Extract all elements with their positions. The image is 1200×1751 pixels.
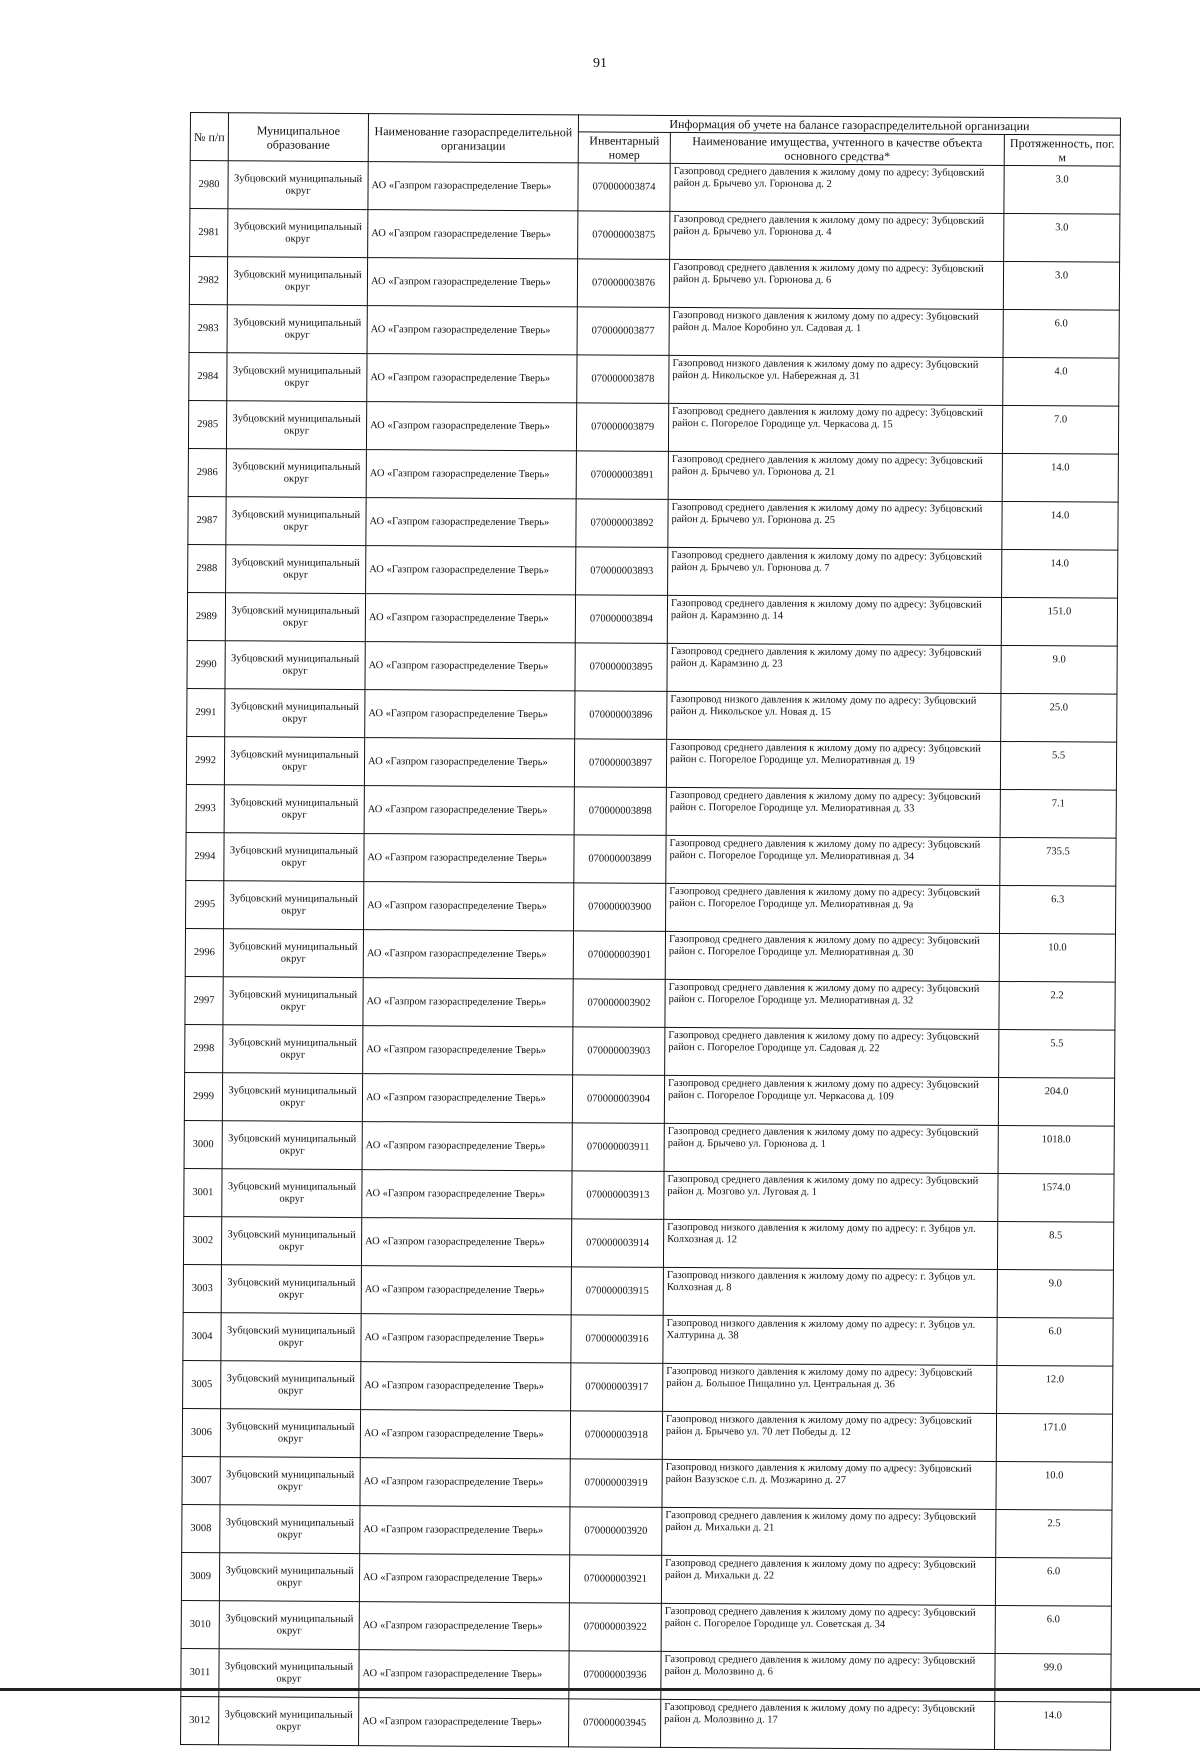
cell-inventory-number: 070000003904	[572, 1075, 664, 1124]
cell-property-name: Газопровод среднего давления к жилому дому по адресу: Зубцовский район д. Брычево ул. Горюнова д. 25	[668, 499, 1002, 549]
table-row	[189, 257, 1119, 311]
cell-length: 25.0	[1001, 693, 1117, 742]
header-num: № п/п	[190, 113, 228, 161]
cell-organization: АО «Газпром газораспределение Тверь»	[367, 354, 577, 403]
bottom-rule	[0, 1688, 1200, 1691]
table-row	[186, 880, 1116, 934]
cell-organization: АО «Газпром газораспределение Тверь»	[364, 834, 574, 883]
cell-length: 99.0	[995, 1653, 1111, 1702]
cell-length: 10.0	[996, 1461, 1112, 1510]
cell-organization: АО «Газпром газораспределение Тверь»	[359, 1554, 569, 1603]
table-row	[186, 832, 1116, 886]
cell-num: 3002	[183, 1216, 221, 1264]
cell-num: 2981	[190, 209, 228, 257]
cell-inventory-number: 070000003916	[571, 1315, 663, 1364]
cell-municipality: Зубцовский муниципальный округ	[227, 353, 367, 402]
cell-length: 14.0	[1002, 453, 1118, 502]
cell-property-name: Газопровод среднего давления к жилому дому по адресу: Зубцовский район д. Карамзино д. 23	[667, 643, 1001, 693]
cell-num: 3010	[181, 1600, 219, 1648]
cell-inventory-number: 070000003922	[569, 1603, 661, 1652]
cell-organization: АО «Газпром газораспределение Тверь»	[365, 690, 575, 739]
cell-organization: АО «Газпром газораспределение Тверь»	[368, 162, 578, 211]
cell-length: 1018.0	[998, 1125, 1114, 1174]
cell-inventory-number: 070000003902	[573, 979, 665, 1028]
cell-organization: АО «Газпром газораспределение Тверь»	[361, 1362, 571, 1411]
cell-num: 3007	[182, 1456, 220, 1504]
cell-organization: АО «Газпром газораспределение Тверь»	[362, 1170, 572, 1219]
cell-inventory-number: 070000003891	[576, 451, 668, 500]
cell-inventory-number: 070000003915	[571, 1267, 663, 1316]
property-table	[180, 112, 1121, 1751]
cell-length: 5.5	[1000, 741, 1116, 790]
cell-inventory-number: 070000003911	[572, 1123, 664, 1172]
cell-property-name: Газопровод среднего давления к жилому дому по адресу: Зубцовский район с. Погорелое Городище ул. Черкасова д. 15	[668, 403, 1002, 453]
cell-num: 2988	[188, 544, 226, 592]
table-row	[183, 1360, 1113, 1414]
cell-inventory-number: 070000003900	[574, 883, 666, 932]
table-row	[185, 1024, 1115, 1078]
cell-length: 9.0	[1001, 645, 1117, 694]
cell-property-name: Газопровод среднего давления к жилому дому по адресу: Зубцовский район д. Брычево ул. Горюнова д. 7	[668, 547, 1002, 597]
cell-inventory-number: 070000003879	[576, 403, 668, 452]
table-row	[187, 688, 1117, 742]
table-row	[189, 352, 1119, 406]
cell-length: 6.0	[995, 1605, 1111, 1654]
cell-inventory-number: 070000003899	[574, 835, 666, 884]
cell-organization: АО «Газпром газораспределение Тверь»	[360, 1458, 570, 1507]
cell-num: 3003	[183, 1264, 221, 1312]
cell-municipality: Зубцовский муниципальный округ	[228, 209, 368, 258]
cell-organization: АО «Газпром газораспределение Тверь»	[359, 1650, 569, 1699]
cell-organization: АО «Газпром газораспределение Тверь»	[365, 594, 575, 643]
table-row	[183, 1216, 1113, 1270]
cell-municipality: Зубцовский муниципальный округ	[226, 401, 366, 450]
table-row	[182, 1456, 1112, 1510]
table-row	[181, 1696, 1111, 1750]
cell-organization: АО «Газпром газораспределение Тверь»	[362, 1074, 572, 1123]
cell-property-name: Газопровод низкого давления к жилому дому по адресу: Зубцовский район д. Никольское ул. Новая д. 15	[667, 691, 1001, 741]
header-property-name: Наименование имущества, учтенного в качестве объекта основного средства*	[670, 132, 1004, 165]
table-row	[181, 1600, 1111, 1654]
cell-length: 10.0	[999, 933, 1115, 982]
cell-organization: АО «Газпром газораспределение Тверь»	[365, 642, 575, 691]
cell-municipality: Зубцовский муниципальный округ	[222, 1169, 362, 1218]
cell-organization: АО «Газпром газораспределение Тверь»	[360, 1410, 570, 1459]
cell-num: 2989	[187, 592, 225, 640]
table-row	[187, 640, 1117, 694]
cell-num: 2980	[190, 161, 228, 209]
cell-length: 735.5	[1000, 837, 1116, 886]
cell-property-name: Газопровод среднего давления к жилому дому по адресу: Зубцовский район д. Брычево ул. Горюнова д. 4	[670, 211, 1004, 261]
cell-inventory-number: 070000003897	[574, 739, 666, 788]
cell-municipality: Зубцовский муниципальный округ	[219, 1601, 359, 1650]
cell-inventory-number: 070000003903	[573, 1027, 665, 1076]
cell-inventory-number: 070000003894	[575, 595, 667, 644]
cell-municipality: Зубцовский муниципальный округ	[223, 977, 363, 1026]
cell-inventory-number: 070000003874	[578, 163, 670, 212]
table-body	[181, 161, 1121, 1751]
cell-inventory-number: 070000003919	[570, 1459, 662, 1508]
cell-municipality: Зубцовский муниципальный округ	[219, 1649, 359, 1698]
cell-inventory-number: 070000003918	[570, 1411, 662, 1460]
cell-num: 2991	[187, 688, 225, 736]
cell-organization: АО «Газпром газораспределение Тверь»	[359, 1698, 569, 1747]
cell-property-name: Газопровод низкого давления к жилому дому по адресу: г. Зубцов ул. Колхозная д. 12	[663, 1219, 997, 1269]
cell-property-name: Газопровод среднего давления к жилому дому по адресу: Зубцовский район с. Погорелое Городище ул. Мелиоративная д. 33	[666, 787, 1000, 837]
cell-property-name: Газопровод среднего давления к жилому дому по адресу: Зубцовский район д. Михальки д. 21	[662, 1507, 996, 1557]
cell-length: 9.0	[997, 1269, 1113, 1318]
cell-municipality: Зубцовский муниципальный округ	[226, 449, 366, 498]
cell-municipality: Зубцовский муниципальный округ	[225, 689, 365, 738]
cell-length: 5.5	[999, 1029, 1115, 1078]
cell-num: 2987	[188, 496, 226, 544]
cell-length: 6.0	[997, 1317, 1113, 1366]
cell-organization: АО «Газпром газораспределение Тверь»	[366, 402, 576, 451]
cell-property-name: Газопровод среднего давления к жилому дому по адресу: Зубцовский район с. Погорелое Городище ул. Мелиоративная д. 34	[666, 835, 1000, 885]
cell-property-name: Газопровод низкого давления к жилому дому по адресу: г. Зубцов ул. Халтурина д. 38	[663, 1315, 997, 1365]
header-length: Протяженность, пог. м	[1004, 134, 1120, 166]
cell-length: 4.0	[1003, 357, 1119, 406]
cell-property-name: Газопровод среднего давления к жилому дому по адресу: Зубцовский район д. Мозгово ул. Луговая д. 1	[664, 1171, 998, 1221]
cell-property-name: Газопровод среднего давления к жилому дому по адресу: Зубцовский район с. Погорелое Городище ул. Черкасова д. 109	[664, 1075, 998, 1125]
cell-num: 2999	[184, 1072, 222, 1120]
cell-length: 204.0	[998, 1077, 1114, 1126]
cell-organization: АО «Газпром газораспределение Тверь»	[361, 1266, 571, 1315]
table-row	[188, 544, 1118, 598]
table-row	[183, 1264, 1113, 1318]
table-row	[188, 448, 1118, 502]
table-row	[190, 209, 1120, 263]
table-row	[188, 400, 1118, 454]
cell-length: 3.0	[1004, 165, 1120, 214]
cell-inventory-number: 070000003877	[577, 307, 669, 356]
cell-inventory-number: 070000003878	[577, 355, 669, 404]
cell-organization: АО «Газпром газораспределение Тверь»	[360, 1506, 570, 1555]
cell-length: 2.5	[996, 1509, 1112, 1558]
cell-num: 2993	[186, 784, 224, 832]
cell-property-name: Газопровод среднего давления к жилому дому по адресу: Зубцовский район д. Брычево ул. Горюнова д. 6	[669, 259, 1003, 309]
cell-municipality: Зубцовский муниципальный округ	[220, 1409, 360, 1458]
table-row	[183, 1312, 1113, 1366]
cell-property-name: Газопровод среднего давления к жилому дому по адресу: Зубцовский район д. Молозвино д. 17	[661, 1699, 995, 1749]
table-row	[184, 1072, 1114, 1126]
cell-organization: АО «Газпром газораспределение Тверь»	[367, 258, 577, 307]
cell-inventory-number: 070000003920	[570, 1507, 662, 1556]
cell-length: 14.0	[1002, 501, 1118, 550]
cell-municipality: Зубцовский муниципальный округ	[224, 737, 364, 786]
cell-organization: АО «Газпром газораспределение Тверь»	[363, 930, 573, 979]
table-row	[186, 784, 1116, 838]
cell-organization: АО «Газпром газораспределение Тверь»	[366, 498, 576, 547]
cell-property-name: Газопровод среднего давления к жилому дому по адресу: Зубцовский район с. Погорелое Городище ул. Советская д. 34	[661, 1603, 995, 1653]
table-row	[182, 1408, 1112, 1462]
cell-num: 2995	[186, 880, 224, 928]
table-row	[185, 976, 1115, 1030]
cell-municipality: Зубцовский муниципальный округ	[219, 1697, 359, 1746]
cell-organization: АО «Газпром газораспределение Тверь»	[361, 1314, 571, 1363]
table-row	[189, 304, 1119, 358]
cell-property-name: Газопровод среднего давления к жилому дому по адресу: Зубцовский район с. Погорелое Городище ул. Мелиоративная д. 30	[665, 931, 999, 981]
cell-property-name: Газопровод низкого давления к жилому дому по адресу: Зубцовский район д. Никольское ул. Набережная д. 31	[669, 355, 1003, 405]
cell-num: 3009	[181, 1552, 219, 1600]
cell-municipality: Зубцовский муниципальный округ	[224, 833, 364, 882]
table-row	[182, 1504, 1112, 1558]
cell-municipality: Зубцовский муниципальный округ	[223, 929, 363, 978]
cell-municipality: Зубцовский муниципальный округ	[228, 161, 368, 210]
cell-municipality: Зубцовский муниципальный округ	[224, 881, 364, 930]
cell-organization: АО «Газпром газораспределение Тверь»	[368, 210, 578, 259]
cell-property-name: Газопровод среднего давления к жилому дому по адресу: Зубцовский район с. Погорелое Городище ул. Садовая д. 22	[665, 1027, 999, 1077]
cell-length: 7.0	[1002, 405, 1118, 454]
header-inventory-number: Инвентарный номер	[578, 132, 670, 164]
cell-municipality: Зубцовский муниципальный округ	[227, 257, 367, 306]
cell-property-name: Газопровод среднего давления к жилому дому по адресу: Зубцовский район д. Брычево ул. Горюнова д. 1	[664, 1123, 998, 1173]
cell-length: 14.0	[1002, 549, 1118, 598]
cell-num: 2984	[189, 352, 227, 400]
cell-organization: АО «Газпром газораспределение Тверь»	[363, 978, 573, 1027]
cell-num: 2997	[185, 976, 223, 1024]
table-row	[188, 496, 1118, 550]
cell-length: 1574.0	[998, 1173, 1114, 1222]
table-row	[184, 1120, 1114, 1174]
cell-organization: АО «Газпром газораспределение Тверь»	[364, 738, 574, 787]
cell-inventory-number: 070000003875	[578, 211, 670, 260]
cell-municipality: Зубцовский муниципальный округ	[221, 1217, 361, 1266]
cell-num: 2990	[187, 640, 225, 688]
cell-municipality: Зубцовский муниципальный округ	[221, 1313, 361, 1362]
cell-property-name: Газопровод низкого давления к жилому дому по адресу: Зубцовский район д. Малое Коробино ул. Садовая д. 1	[669, 307, 1003, 357]
cell-num: 3001	[184, 1168, 222, 1216]
cell-inventory-number: 070000003893	[576, 547, 668, 596]
table-row	[187, 592, 1117, 646]
cell-length: 6.0	[1003, 309, 1119, 358]
cell-length: 8.5	[997, 1221, 1113, 1270]
cell-length: 6.0	[995, 1557, 1111, 1606]
cell-inventory-number: 070000003945	[569, 1699, 661, 1748]
cell-length: 2.2	[999, 981, 1115, 1030]
cell-num: 3008	[182, 1504, 220, 1552]
header-organization: Наименование газораспределительной организации	[368, 114, 578, 163]
cell-length: 151.0	[1001, 597, 1117, 646]
cell-property-name: Газопровод низкого давления к жилому дому по адресу: Зубцовский район д. Большое Пищалино ул. Центральная д. 36	[663, 1363, 997, 1413]
cell-inventory-number: 070000003936	[569, 1651, 661, 1700]
cell-num: 2986	[188, 448, 226, 496]
cell-organization: АО «Газпром газораспределение Тверь»	[363, 1026, 573, 1075]
cell-municipality: Зубцовский муниципальный округ	[219, 1553, 359, 1602]
table-row	[185, 928, 1115, 982]
cell-inventory-number: 070000003917	[571, 1363, 663, 1412]
cell-num: 3006	[182, 1408, 220, 1456]
cell-property-name: Газопровод среднего давления к жилому дому по адресу: Зубцовский район д. Брычево ул. Горюнова д. 21	[668, 451, 1002, 501]
cell-inventory-number: 070000003896	[575, 691, 667, 740]
cell-inventory-number: 070000003901	[573, 931, 665, 980]
cell-municipality: Зубцовский муниципальный округ	[222, 1121, 362, 1170]
cell-municipality: Зубцовский муниципальный округ	[222, 1073, 362, 1122]
cell-length: 171.0	[996, 1413, 1112, 1462]
cell-municipality: Зубцовский муниципальный округ	[227, 305, 367, 354]
cell-property-name: Газопровод низкого давления к жилому дому по адресу: г. Зубцов ул. Колхозная д. 8	[663, 1267, 997, 1317]
cell-municipality: Зубцовский муниципальный округ	[221, 1361, 361, 1410]
cell-property-name: Газопровод среднего давления к жилому дому по адресу: Зубцовский район с. Погорелое Городище ул. Мелиоративная д. 9а	[666, 883, 1000, 933]
cell-organization: АО «Газпром газораспределение Тверь»	[367, 306, 577, 355]
cell-property-name: Газопровод среднего давления к жилому дому по адресу: Зубцовский район д. Михальки д. 22	[661, 1555, 995, 1605]
cell-num: 2994	[186, 832, 224, 880]
cell-municipality: Зубцовский муниципальный округ	[226, 497, 366, 546]
cell-organization: АО «Газпром газораспределение Тверь»	[366, 450, 576, 499]
table-row	[184, 1168, 1114, 1222]
cell-length: 3.0	[1003, 261, 1119, 310]
cell-inventory-number: 070000003914	[571, 1219, 663, 1268]
cell-length: 14.0	[995, 1701, 1111, 1750]
cell-length: 6.3	[999, 885, 1115, 934]
cell-organization: АО «Газпром газораспределение Тверь»	[366, 546, 576, 595]
cell-property-name: Газопровод низкого давления к жилому дому по адресу: Зубцовский район д. Брычево ул. 70 лет Победы д. 12	[662, 1411, 996, 1461]
cell-inventory-number: 070000003876	[577, 259, 669, 308]
cell-inventory-number: 070000003892	[576, 499, 668, 548]
header-balance-group: Информация об учете на балансе газораспределительной организации	[578, 115, 1120, 135]
cell-num: 3005	[183, 1360, 221, 1408]
cell-num: 2982	[189, 257, 227, 305]
cell-organization: АО «Газпром газораспределение Тверь»	[364, 882, 574, 931]
cell-property-name: Газопровод среднего давления к жилому дому по адресу: Зубцовский район с. Погорелое Городище ул. Мелиоративная д. 19	[666, 739, 1000, 789]
table-row	[181, 1648, 1111, 1702]
cell-municipality: Зубцовский муниципальный округ	[225, 641, 365, 690]
page-number: 91	[593, 56, 607, 71]
cell-inventory-number: 070000003895	[575, 643, 667, 692]
cell-municipality: Зубцовский муниципальный округ	[226, 545, 366, 594]
header-municipality: Муниципальное образование	[228, 113, 368, 162]
table-row	[181, 1552, 1111, 1606]
cell-num: 2996	[185, 928, 223, 976]
cell-num: 2985	[188, 400, 226, 448]
cell-municipality: Зубцовский муниципальный округ	[224, 785, 364, 834]
cell-num: 2992	[186, 736, 224, 784]
cell-num: 3000	[184, 1120, 222, 1168]
cell-municipality: Зубцовский муниципальный округ	[225, 593, 365, 642]
cell-municipality: Зубцовский муниципальный округ	[223, 1025, 363, 1074]
cell-organization: АО «Газпром газораспределение Тверь»	[361, 1218, 571, 1267]
cell-organization: АО «Газпром газораспределение Тверь»	[364, 786, 574, 835]
cell-length: 7.1	[1000, 789, 1116, 838]
cell-num: 2983	[189, 304, 227, 352]
cell-property-name: Газопровод среднего давления к жилому дому по адресу: Зубцовский район д. Молозвино д. 6	[661, 1651, 995, 1701]
cell-num: 3012	[181, 1696, 219, 1744]
cell-municipality: Зубцовский муниципальный округ	[220, 1457, 360, 1506]
cell-property-name: Газопровод среднего давления к жилому дому по адресу: Зубцовский район д. Брычево ул. Горюнова д. 2	[670, 163, 1004, 213]
cell-num: 3004	[183, 1312, 221, 1360]
cell-property-name: Газопровод среднего давления к жилому дому по адресу: Зубцовский район д. Карамзино д. 14	[667, 595, 1001, 645]
cell-property-name: Газопровод низкого давления к жилому дому по адресу: Зубцовский район Вазузское с.п. д. Мозжарино д. 27	[662, 1459, 996, 1509]
cell-num: 3011	[181, 1648, 219, 1696]
table-row	[190, 161, 1120, 215]
cell-organization: АО «Газпром газораспределение Тверь»	[359, 1602, 569, 1651]
cell-inventory-number: 070000003921	[569, 1555, 661, 1604]
cell-organization: АО «Газпром газораспределение Тверь»	[362, 1122, 572, 1171]
cell-inventory-number: 070000003898	[574, 787, 666, 836]
cell-inventory-number: 070000003913	[572, 1171, 664, 1220]
table-row	[186, 736, 1116, 790]
cell-length: 3.0	[1004, 213, 1120, 262]
cell-num: 2998	[185, 1024, 223, 1072]
cell-municipality: Зубцовский муниципальный округ	[221, 1265, 361, 1314]
cell-property-name: Газопровод среднего давления к жилому дому по адресу: Зубцовский район с. Погорелое Городище ул. Мелиоративная д. 32	[665, 979, 999, 1029]
cell-municipality: Зубцовский муниципальный округ	[220, 1505, 360, 1554]
cell-length: 12.0	[997, 1365, 1113, 1414]
